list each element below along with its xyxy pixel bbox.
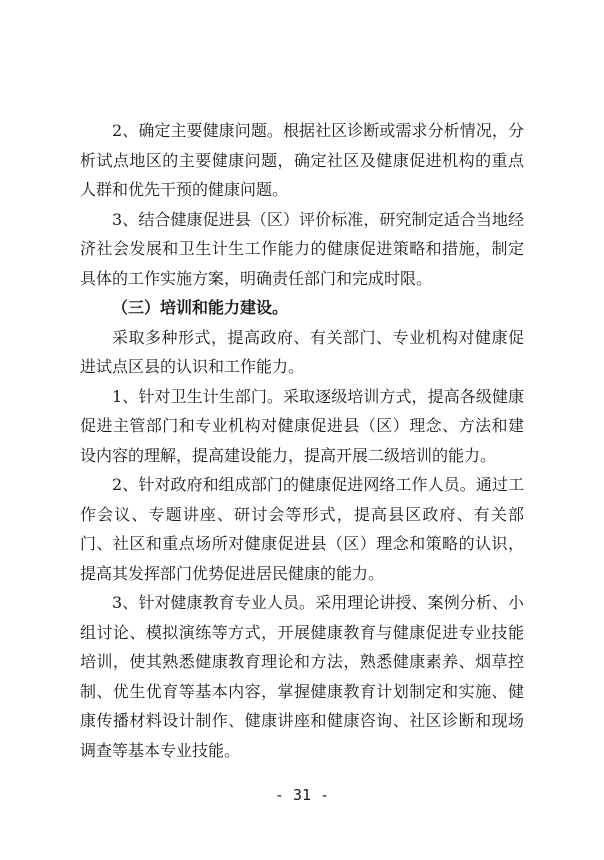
- paragraph-health-departments: 1、针对卫生计生部门。采取逐级培训方式，提高各级健康促进主管部门和专业机构对健康促进县（区）理念、方法和建设内容的理解，提高建设能力，提高开展二级培训的能力。: [80, 386, 524, 465]
- paragraph-health-education-staff: 3、针对健康教育专业人员。采用理论讲授、案例分析、小组讨论、模拟演练等方式，开展健康教育与健康促进专业技能培训，使其熟悉健康教育理论和方法，熟悉健康素养、烟草控制、优生优育等基本内容，掌握健康教育计划制定和实施、健康传播材料设计制作、健康讲座和健康咨询、社区诊断和现场调查等基本专业技能。: [80, 593, 524, 760]
- document-body: [80, 116, 524, 765]
- paragraph-government-network: 2、针对政府和组成部门的健康促进网络工作人员。通过工作会议、专题讲座、研讨会等形式，提高县区政府、有关部门、社区和重点场所对健康促进县（区）理念和策略的认识，提高其发挥部门优势促进居民健康的能力。: [80, 475, 524, 583]
- paragraph-evaluation-standards: 3、结合健康促进县（区）评价标准，研究制定适合当地经济社会发展和卫生计生工作能力的健康促进策略和措施，制定具体的工作实施方案，明确责任部门和完成时限。: [80, 209, 524, 288]
- section-heading-training: （三）培训和能力建设。: [112, 298, 289, 317]
- paragraph-identify-health-problems: 2、确定主要健康问题。根据社区诊断或需求分析情况，分析试点地区的主要健康问题，确定社区及健康促进机构的重点人群和优先干预的健康问题。: [80, 121, 524, 199]
- paragraph-training-intro: 采取多种形式，提高政府、有关部门、专业机构对健康促进试点区县的认识和工作能力。: [80, 327, 524, 376]
- page-number: - 31 -: [274, 786, 330, 804]
